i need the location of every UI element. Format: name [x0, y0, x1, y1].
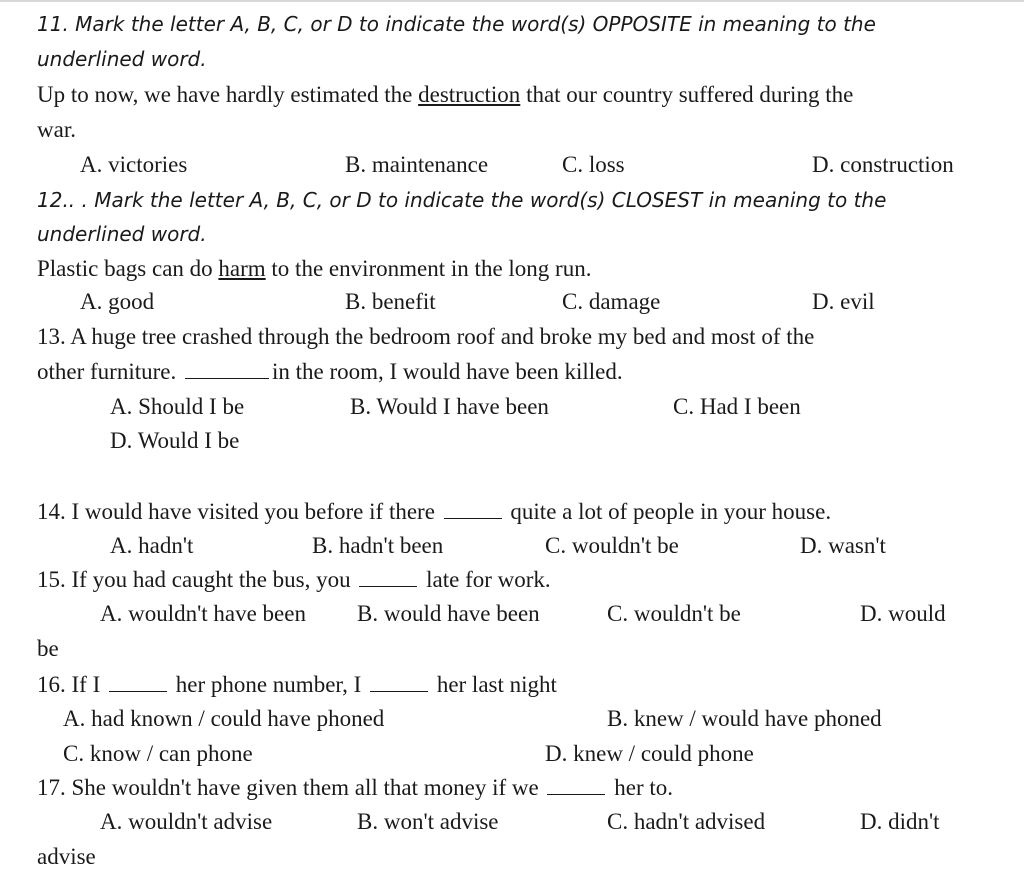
- q12-option-a[interactable]: A. good: [80, 289, 155, 314]
- q17-option-d[interactable]: D. didn't: [860, 809, 940, 834]
- q14-option-a[interactable]: A. hadn't: [110, 533, 194, 558]
- q11-instruction: 11. Mark the letter A, B, C, or D to indicate the word(s) OPPOSITE in meaning to the: [37, 12, 876, 36]
- q11-sentence: Up to now, we have hardly estimated the destruction that our country suffered during the: [37, 82, 854, 107]
- q11-sentence-cont: war.: [37, 117, 76, 142]
- q16-option-d[interactable]: D. knew / could phone: [545, 741, 754, 766]
- q15-option-a[interactable]: A. wouldn't have been: [100, 601, 306, 626]
- q12-underlined-word: harm: [218, 256, 266, 281]
- q15-option-d-wrap: be: [37, 636, 59, 661]
- q14-option-b[interactable]: B. hadn't been: [312, 533, 444, 558]
- q11-option-d[interactable]: D. construction: [812, 152, 954, 177]
- q17-option-b[interactable]: B. won't advise: [357, 809, 499, 834]
- q16-option-b[interactable]: B. knew / would have phoned: [607, 706, 882, 731]
- q17-option-a[interactable]: A. wouldn't advise: [100, 809, 273, 834]
- q12-option-b[interactable]: B. benefit: [345, 289, 436, 314]
- q17-option-c[interactable]: C. hadn't advised: [607, 809, 766, 834]
- q15-answer-blank[interactable]: [359, 566, 417, 587]
- q11-instruction-cont: underlined word.: [37, 47, 207, 71]
- q14-answer-blank[interactable]: [444, 498, 502, 519]
- scan-edge: [0, 0, 1024, 2]
- q13-option-b[interactable]: B. Would I have been: [350, 394, 549, 419]
- q12-sentence: Plastic bags can do harm to the environment in the long run.: [37, 256, 592, 281]
- q11-option-a[interactable]: A. victories: [80, 152, 188, 177]
- q13-option-a[interactable]: A. Should I be: [110, 394, 245, 419]
- q15-option-d[interactable]: D. would: [860, 601, 946, 626]
- q13-answer-blank[interactable]: [185, 358, 269, 379]
- q13-option-d[interactable]: D. Would I be: [110, 428, 240, 453]
- q15-option-c[interactable]: C. wouldn't be: [607, 601, 741, 626]
- q16-option-c[interactable]: C. know / can phone: [63, 741, 253, 766]
- q12-instruction-cont: underlined word.: [37, 222, 207, 246]
- q14-stem: 14. I would have visited you before if there quite a lot of people in your house.: [37, 499, 832, 524]
- q11-option-b[interactable]: B. maintenance: [345, 152, 489, 177]
- q17-option-d-wrap: advise: [37, 844, 96, 869]
- q13-option-c[interactable]: C. Had I been: [673, 394, 801, 419]
- q11-underlined-word: destruction: [418, 82, 521, 107]
- q16-answer-blank-2[interactable]: [370, 671, 428, 692]
- q15-stem: 15. If you had caught the bus, you late for work.: [37, 567, 551, 592]
- q16-answer-blank-1[interactable]: [109, 671, 167, 692]
- q17-answer-blank[interactable]: [547, 774, 605, 795]
- q15-option-b[interactable]: B. would have been: [357, 601, 540, 626]
- q17-stem: 17. She wouldn't have given them all that money if we her to.: [37, 775, 673, 800]
- q14-option-c[interactable]: C. wouldn't be: [545, 533, 679, 558]
- q12-option-d[interactable]: D. evil: [812, 289, 875, 314]
- q12-instruction: 12.. . Mark the letter A, B, C, or D to indicate the word(s) CLOSEST in meaning to the: [37, 188, 887, 212]
- q11-option-c[interactable]: C. loss: [562, 152, 625, 177]
- q12-option-c[interactable]: C. damage: [562, 289, 661, 314]
- q16-stem: 16. If I her phone number, I her last night: [37, 672, 557, 697]
- q13-stem-cont: other furniture. in the room, I would have been killed.: [37, 359, 623, 384]
- q14-option-d[interactable]: D. wasn't: [800, 533, 886, 558]
- q13-stem: 13. A huge tree crashed through the bedroom roof and broke my bed and most of the: [37, 324, 815, 349]
- q16-option-a[interactable]: A. had known / could have phoned: [63, 706, 385, 731]
